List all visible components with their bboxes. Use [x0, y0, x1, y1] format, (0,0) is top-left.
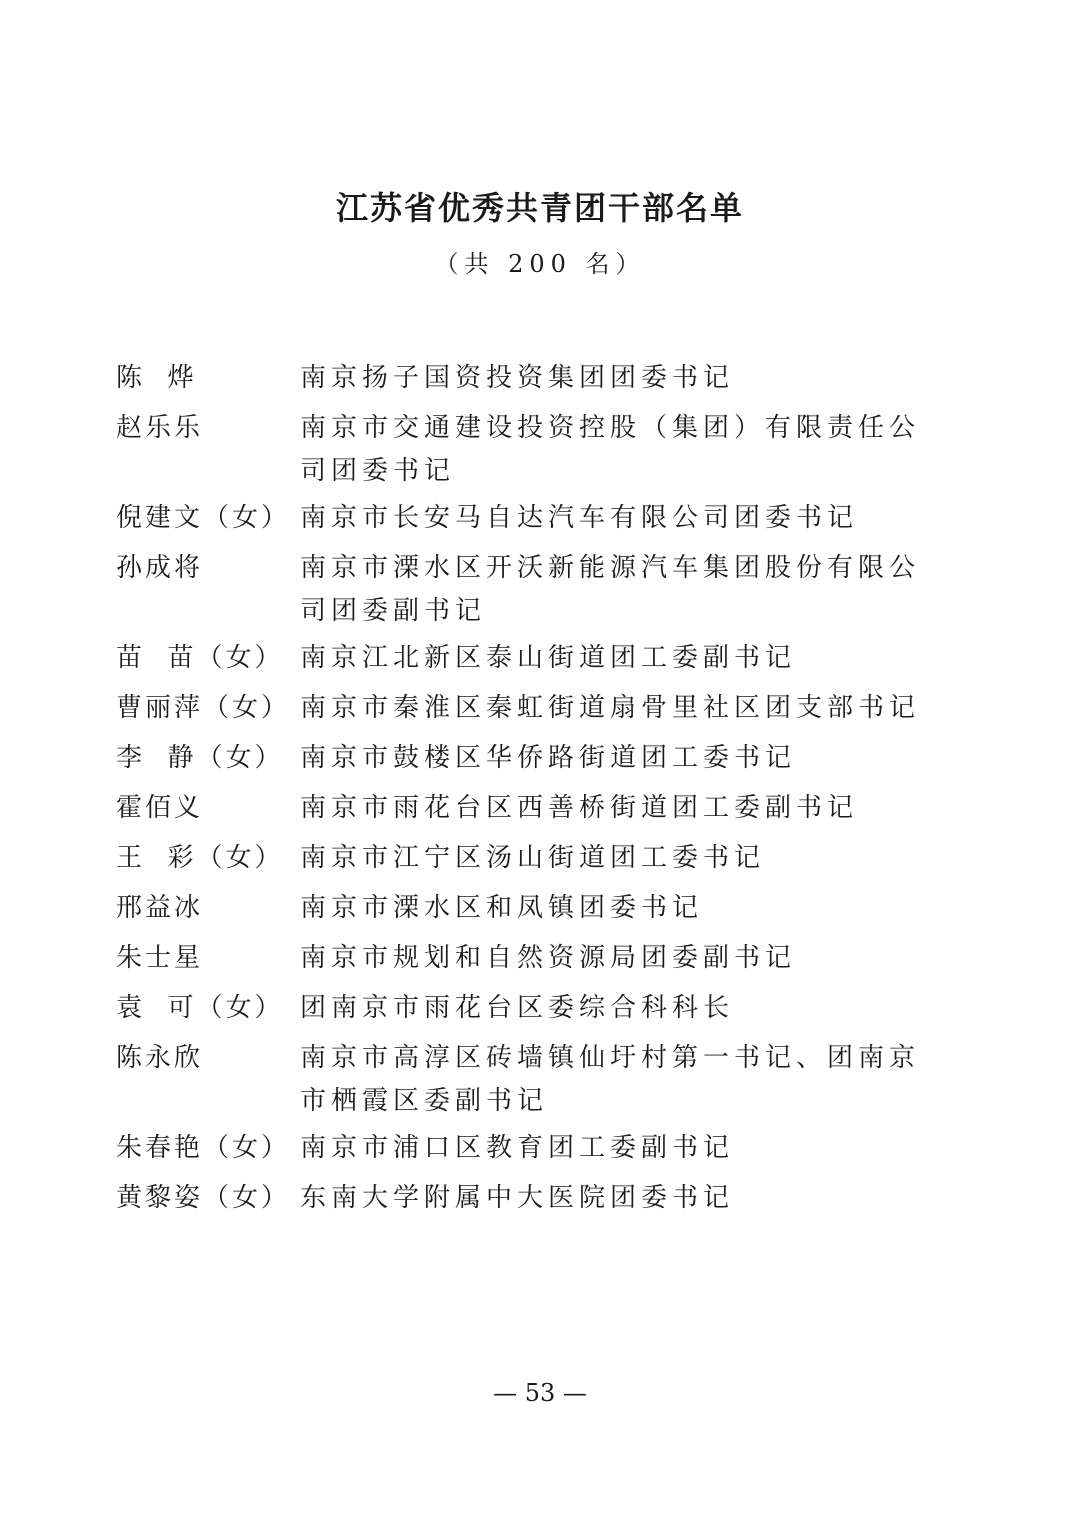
entry-role: 南京市高淳区砖墙镇仙圩村第一书记、团南京市栖霞区委副书记 [300, 1043, 921, 1116]
entry-role: 南京市溧水区和凤镇团委书记 [300, 893, 704, 923]
entry-name: 王 彩（女） [116, 843, 284, 873]
entry-name: 赵乐乐 [116, 413, 204, 443]
list-item [116, 833, 946, 883]
list-item [116, 1033, 946, 1123]
entry-name: 陈 烨 [116, 363, 197, 393]
list-item [116, 1123, 946, 1173]
entry-name: 邢益冰 [116, 893, 204, 923]
document-subtitle: （共 200 名） [434, 250, 646, 278]
document-title: 江苏省优秀共青团干部名单 [335, 189, 744, 227]
list-item [116, 883, 946, 933]
entry-name: 李 静（女） [116, 743, 284, 773]
list-item [116, 1173, 946, 1223]
entry-role: 南京江北新区泰山街道团工委副书记 [300, 643, 797, 673]
list-item [116, 983, 946, 1033]
list-item [116, 353, 946, 403]
entry-role: 南京市长安马自达汽车有限公司团委书记 [300, 503, 859, 533]
list-item [116, 633, 946, 683]
entry-role: 南京市江宁区汤山街道团工委书记 [300, 843, 766, 873]
entry-role: 南京市秦淮区秦虹街道扇骨里社区团支部书记 [300, 693, 921, 723]
entry-name: 霍佰义 [116, 793, 204, 823]
list-item [116, 543, 946, 633]
list-item [116, 933, 946, 983]
entry-role: 南京市鼓楼区华侨路街道团工委书记 [300, 743, 797, 773]
entry-name: 苗 苗（女） [116, 643, 284, 673]
entry-name: 朱士星 [116, 943, 204, 973]
list-item [116, 783, 946, 833]
entry-role: 南京市浦口区教育团工委副书记 [300, 1133, 735, 1163]
entry-role: 南京市交通建设投资控股（集团）有限责任公司团委书记 [300, 413, 921, 486]
list-item [116, 733, 946, 783]
list-item [116, 493, 946, 543]
page-number: — 53 — [493, 1379, 587, 1407]
entry-role: 南京市雨花台区西善桥街道团工委副书记 [300, 793, 859, 823]
entry-role: 团南京市雨花台区委综合科科长 [300, 993, 735, 1023]
entry-role: 东南大学附属中大医院团委书记 [300, 1183, 735, 1213]
entry-name: 袁 可（女） [116, 993, 284, 1023]
entry-name: 曹丽萍（女） [116, 693, 291, 723]
entry-name: 陈永欣 [116, 1043, 204, 1073]
entry-role: 南京市溧水区开沃新能源汽车集团股份有限公司团委副书记 [300, 553, 921, 626]
entry-name: 朱春艳（女） [116, 1133, 291, 1163]
entry-role: 南京市规划和自然资源局团委副书记 [300, 943, 797, 973]
entry-role: 南京扬子国资投资集团团委书记 [300, 363, 735, 393]
entry-name: 倪建文（女） [116, 503, 291, 533]
entry-name: 孙成将 [116, 553, 204, 583]
entry-name: 黄黎姿（女） [116, 1183, 291, 1213]
name-list [116, 353, 946, 1223]
list-item [116, 683, 946, 733]
list-item [116, 403, 946, 493]
